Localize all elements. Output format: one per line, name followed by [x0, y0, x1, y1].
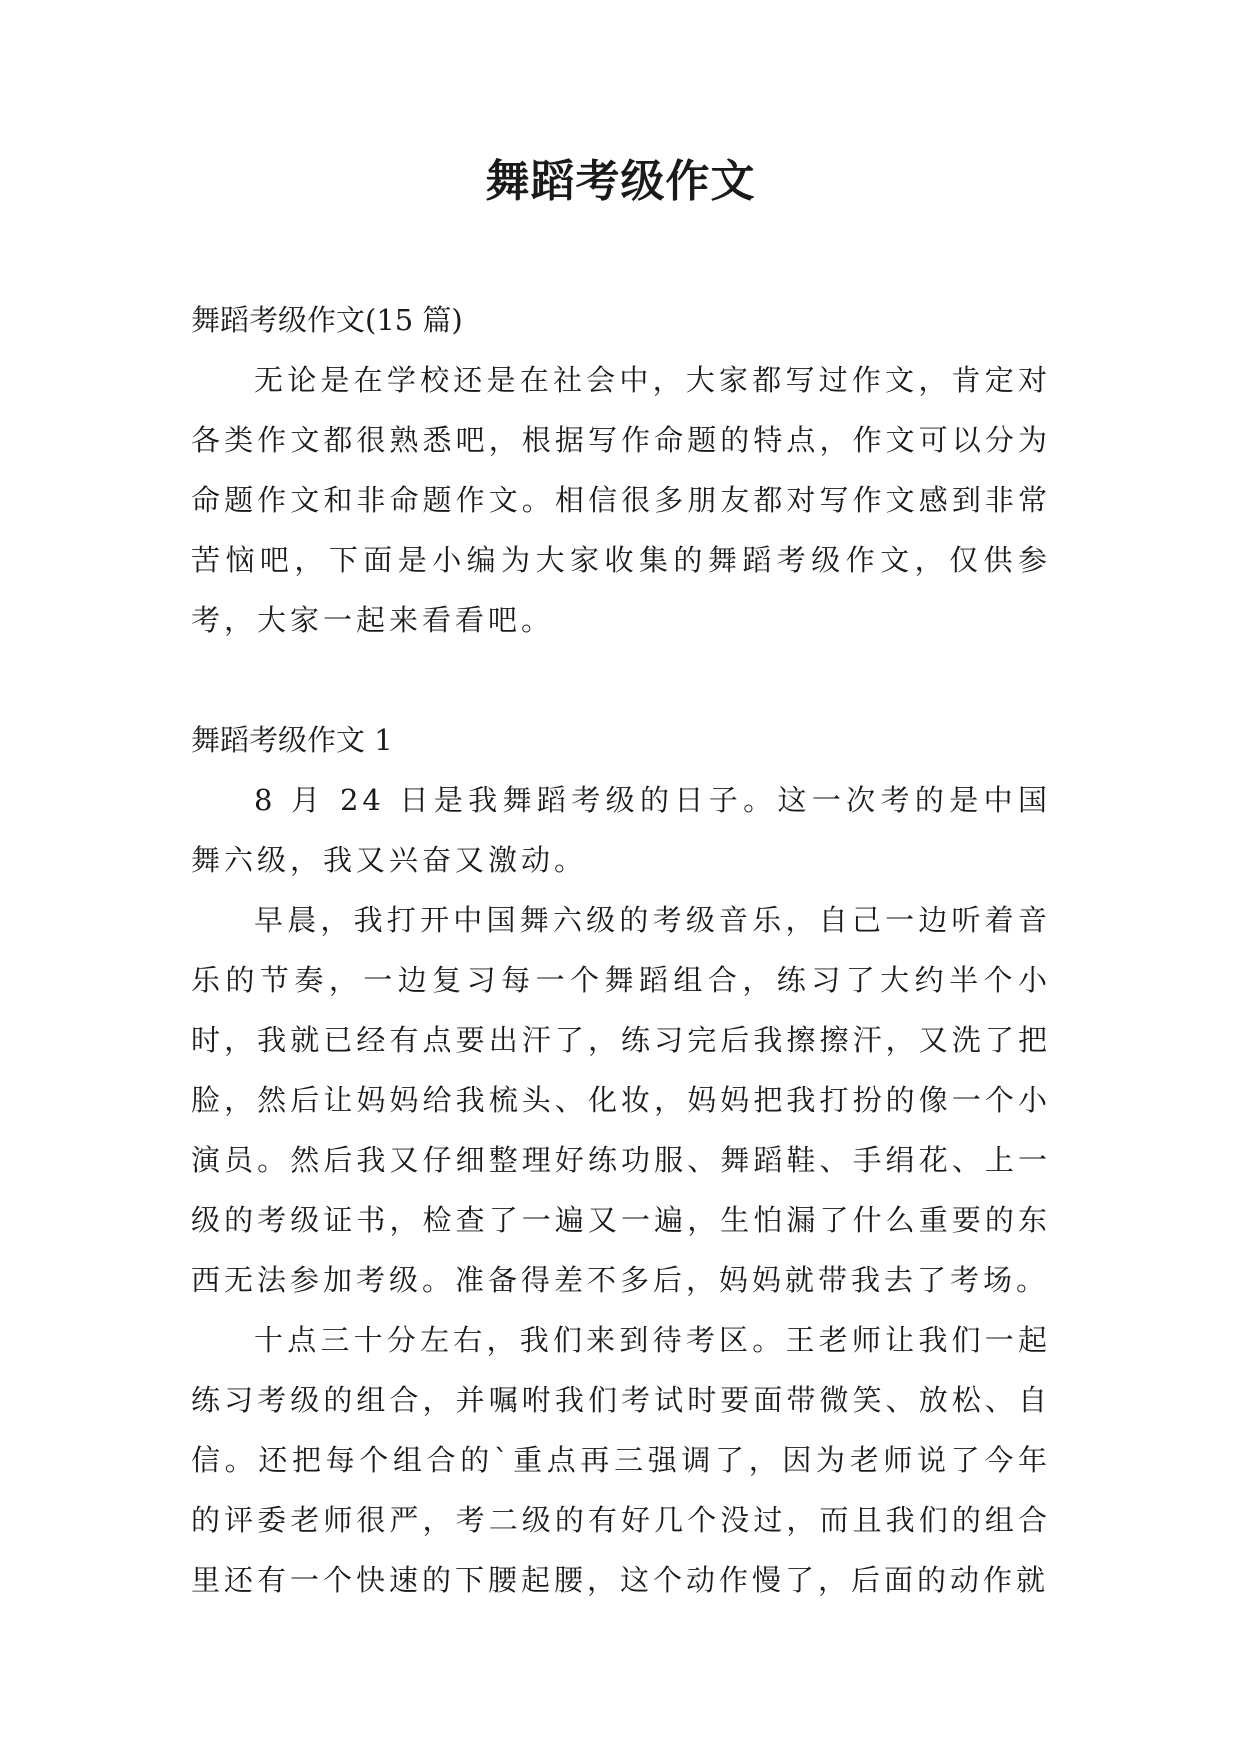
body-paragraph: 早晨，我打开中国舞六级的考级音乐，自己一边听着音乐的节奏，一边复习每一个舞蹈组合，练习了大约半个小时，我就已经有点要出汗了，练习完后我擦擦汗，又洗了把脸，然后让妈妈给我梳头、化妆，妈妈把我打扮的像一个小演员。然后我又仔细整理好练功服、舞蹈鞋、手绢花、上一级的考级证书，检查了一遍又一遍，生怕漏了什么重要的东西无法参加考级。准备得差不多后，妈妈就带我去了考场。: [191, 903, 1051, 1297]
body-paragraph: 十点三十分左右，我们来到待考区。王老师让我们一起练习考级的组合，并嘱咐我们考试时要面带微笑、放松、自信。还把每个组合的`重点再三强调了，因为老师说了今年的评委老师很严，考二级的有好几个没过，而且我们的组合里还有一个快速的下腰起腰，这个动作慢了，后面的动作就: [191, 1323, 1051, 1597]
body-paragraph: 8 月 24 日是我舞蹈考级的日子。这一次考的是中国舞六级，我又兴奋又激动。: [191, 783, 1051, 877]
intro-paragraph: 无论是在学校还是在社会中，大家都写过作文，肯定对各类作文都很熟悉吧，根据写作命题的特点，作文可以分为命题作文和非命题作文。相信很多朋友都对写作文感到非常苦恼吧，下面是小编为大家收集的舞蹈考级作文，仅供参考，大家一起来看看吧。: [191, 363, 1051, 637]
document-title: 舞蹈考级作文: [485, 156, 756, 207]
section-spacer: [191, 650, 1051, 710]
document-subtitle: 舞蹈考级作文(15 篇): [191, 303, 463, 337]
document-body: [191, 290, 1051, 1610]
section-heading: 舞蹈考级作文 1: [191, 723, 393, 757]
